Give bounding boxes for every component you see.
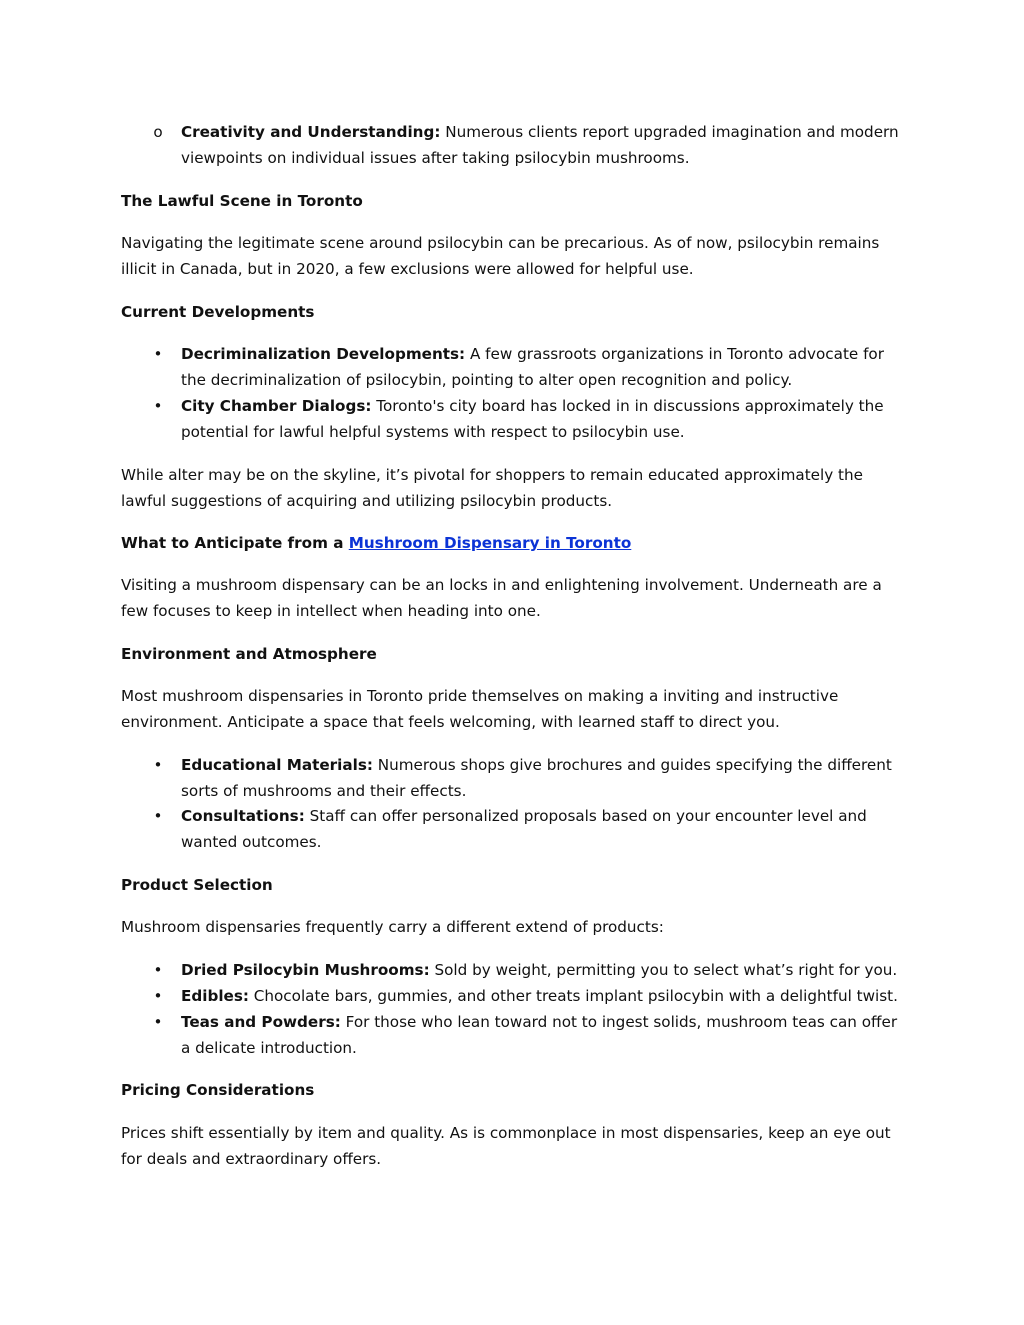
list-item-dried xyxy=(181,957,906,983)
list-item-label: Edibles: xyxy=(181,987,249,1005)
list-item-text: Toronto's city board has locked in in discussions approximately the potential for lawful helpful systems with respect to psilocybin use. xyxy=(181,397,884,441)
section-heading-pricing: Pricing Considerations xyxy=(121,1081,315,1099)
list-item-text: Chocolate bars, gummies, and other treats implant psilocybin with a delightful twist. xyxy=(248,987,898,1005)
list-item-edibles xyxy=(181,983,906,1009)
list-item-decriminalization xyxy=(181,341,906,393)
list-item-text: A few grassroots organizations in Toronto advocate for the decriminalization of psilocybin, pointing to alter open recognition and policy. xyxy=(181,345,884,389)
bullet-marker: • xyxy=(153,397,163,415)
heading-prefix: What to Anticipate from a xyxy=(121,534,349,552)
list-item-label: Consultations: xyxy=(181,807,305,825)
list-item-label: City Chamber Dialogs: xyxy=(181,397,372,415)
list-item-educational xyxy=(181,752,906,804)
paragraph-products: Mushroom dispensaries frequently carry a different extend of products: xyxy=(121,918,664,936)
list-item-creativity xyxy=(181,119,906,171)
bullet-marker: • xyxy=(153,345,163,363)
list-item-label: Decriminalization Developments: xyxy=(181,345,466,363)
section-heading-anticipate xyxy=(121,530,906,556)
bullet-marker: • xyxy=(153,961,163,979)
bullet-marker: • xyxy=(153,1013,163,1031)
list-item-label: Dried Psilocybin Mushrooms: xyxy=(181,961,430,979)
paragraph-legal: Navigating the legitimate scene around psilocybin can be precarious. As of now, psilocybin remains illicit in Canada, but in 2020, a few exclusions were allowed for helpful use. xyxy=(121,234,880,278)
bullet-marker: • xyxy=(153,756,163,774)
paragraph-environment: Most mushroom dispensaries in Toronto pride themselves on making a inviting and instructive environment. Anticipate a space that feels welcoming, with learned staff to direct you. xyxy=(121,687,839,731)
list-item-text: Sold by weight, permitting you to select what’s right for you. xyxy=(429,961,898,979)
list-marker: o xyxy=(153,123,163,141)
list-item-text: Numerous shops give brochures and guides specifying the different sorts of mushrooms and their effects. xyxy=(181,756,892,800)
bullet-marker: • xyxy=(153,807,163,825)
list-item-label: Teas and Powders: xyxy=(181,1013,341,1031)
list-item-text: For those who lean toward not to ingest solids, mushroom teas can offer a delicate introduction. xyxy=(181,1013,898,1057)
section-heading-developments: Current Developments xyxy=(121,303,315,321)
list-item-text: Staff can offer personalized proposals based on your encounter level and wanted outcomes. xyxy=(181,807,867,851)
paragraph-developments: While alter may be on the skyline, it’s pivotal for shoppers to remain educated approximately the lawful suggestions of acquiring and utilizing psilocybin products. xyxy=(121,466,863,510)
dispensary-link[interactable]: Mushroom Dispensary in Toronto xyxy=(348,534,632,552)
list-item-label: Creativity and Understanding: xyxy=(181,123,441,141)
list-item-text: Numerous clients report upgraded imagination and modern viewpoints on individual issues after taking psilocybin mushrooms. xyxy=(181,123,899,167)
section-heading-legal: The Lawful Scene in Toronto xyxy=(121,192,363,210)
list-item-city-chamber xyxy=(181,393,906,445)
list-item-consultations xyxy=(181,803,906,855)
list-item-label: Educational Materials: xyxy=(181,756,373,774)
paragraph-pricing: Prices shift essentially by item and quality. As is commonplace in most dispensaries, keep an eye out for deals and extraordinary offers. xyxy=(121,1124,891,1168)
section-heading-products: Product Selection xyxy=(121,876,273,894)
section-heading-environment: Environment and Atmosphere xyxy=(121,645,377,663)
paragraph-anticipate: Visiting a mushroom dispensary can be an locks in and enlightening involvement. Underneath are a few focuses to keep in intellect when heading into one. xyxy=(121,576,882,620)
bullet-marker: • xyxy=(153,987,163,1005)
list-item-teas xyxy=(181,1009,906,1061)
